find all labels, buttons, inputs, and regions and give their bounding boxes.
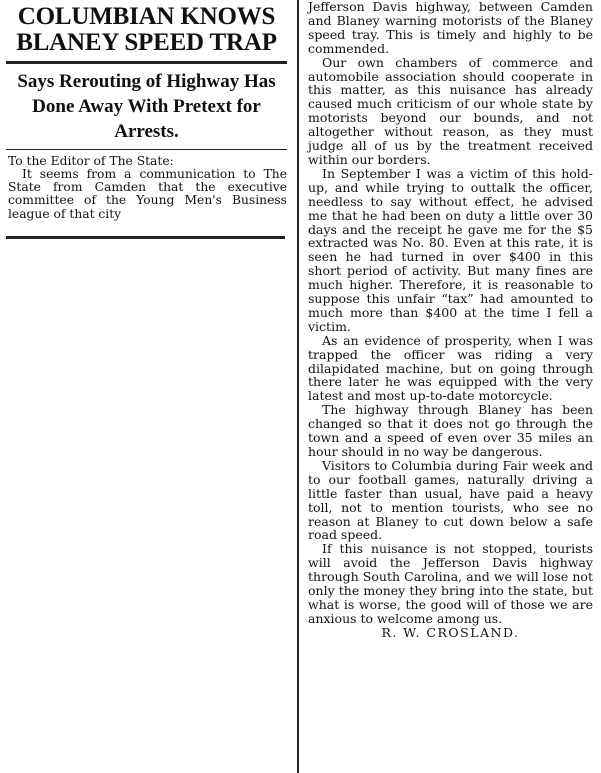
paragraph: Visitors to Columbia during Fair week and to our football games, naturally driving a little faster than usual, have paid a heavy toll, not to mention tourists, who see no reason at Blaney to cut down below a safe road speed. [308, 457, 593, 543]
column-end-rule [6, 236, 285, 239]
headline: COLUMBIAN KNOWS BLANEY SPEED TRAP [16, 3, 277, 56]
paragraph: In September I was a victim of this hold-up, and while trying to outtalk the officer, needless to say without effect, he advised me that he had been on duty a little over 30 days and the receipt he gave me for the $5 extracted was No. 80. Even at this rate, it is seen he had turned in over $400 in this short period of activity. But many fines are much higher. Therefore, it is reasonable to suppose this unfair “tax” had amounted to much more than $400 at the time I fell a victim. [308, 165, 593, 334]
subheadline: Says Rerouting of Highway Has Done Away With Pretext for Arrests. [17, 71, 276, 142]
right-body [308, 0, 593, 640]
paragraph: Jefferson Davis highway, between Camden and Blaney warning motorists of the Blaney speed tray. This is timely and highly to be commended. [308, 0, 593, 56]
paragraph: It seems from a communication to The State from Camden that the executive committee of the Young Men's Business league of that city [8, 167, 287, 221]
subhead-divider [6, 149, 287, 150]
headline-divider [6, 61, 287, 64]
salutation: To the Editor of The State: [8, 154, 174, 168]
paragraph: Our own chambers of commerce and automobile association should cooperate in this matter, as this nuisance has already caused much criticism of our whole state by motorists beyond our bounds, and not altogether without reason, as they must judge all of us by the treatment received within our borders. [308, 54, 593, 167]
signature: R. W. CROSLAND. [381, 624, 520, 640]
column-divider [297, 0, 299, 773]
left-column [0, 0, 293, 245]
paragraph: The highway through Blaney has been changed so that it does not go through the town and a speed of even over 35 miles an hour should in no way be dangerous. [308, 402, 593, 459]
right-column [303, 0, 601, 773]
paragraph: As an evidence of prosperity, when I was trapped the officer was riding a very dilapidated machine, but on going through there later he was equipped with the very latest and most up-to-date motorcycle. [308, 332, 593, 404]
left-body [8, 155, 287, 221]
paragraph: If this nuisance is not stopped, tourists will avoid the Jefferson Davis highway through South Carolina, and we will lose not only the money they bring into the state, but what is worse, the good will of those we are anxious to welcome among us. [308, 541, 593, 626]
